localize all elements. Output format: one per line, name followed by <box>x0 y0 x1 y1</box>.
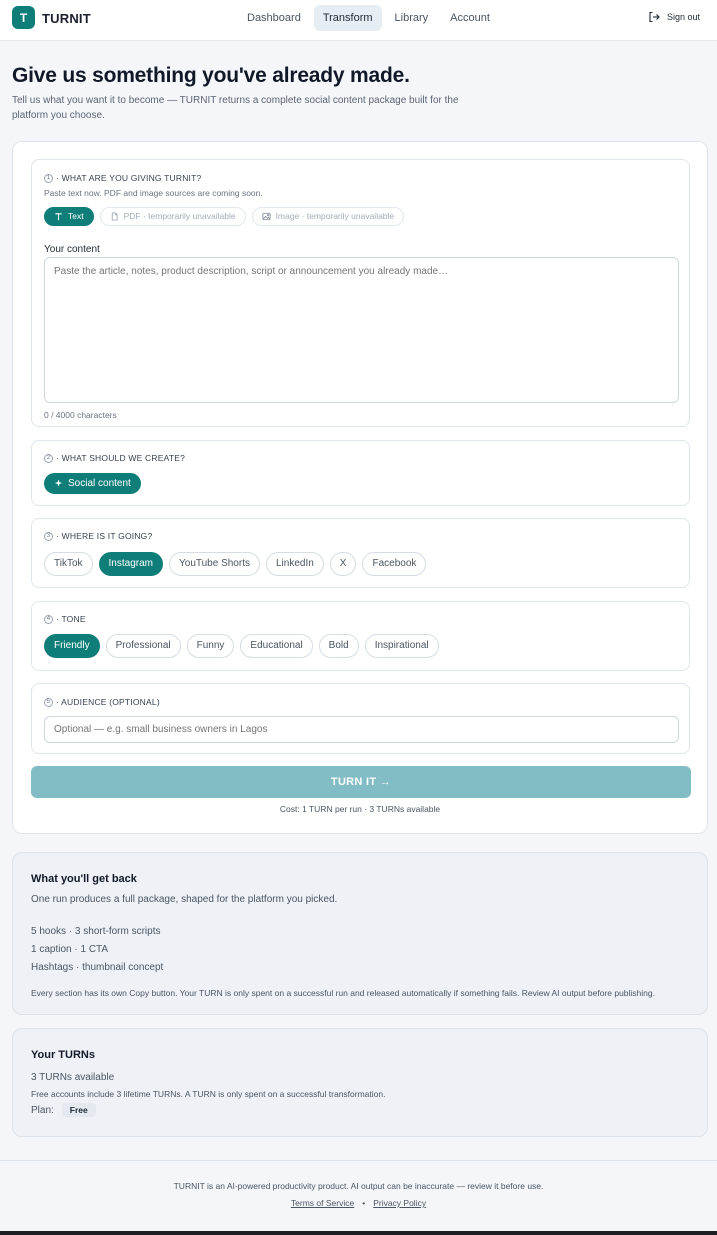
platform-heading <box>44 531 152 541</box>
platform-youtube-shorts-chip[interactable]: YouTube Shorts <box>169 552 260 576</box>
turns-count-number: 3 <box>31 1072 37 1083</box>
tone-heading <box>44 614 86 624</box>
sign-out-label: Sign out <box>666 12 700 22</box>
source-type-chips <box>44 207 404 226</box>
create-options <box>44 473 141 494</box>
plan-row <box>31 1103 96 1117</box>
list-item: Hashtags · thumbnail concept <box>31 962 164 973</box>
content-textarea[interactable] <box>44 257 679 403</box>
get-back-title: What you'll get back <box>31 873 137 885</box>
source-pdf-chip[interactable] <box>100 207 246 226</box>
source-section <box>31 159 690 427</box>
get-back-intro: One run produces a full package, shaped for the platform you picked. <box>31 894 338 905</box>
platform-facebook-chip[interactable]: Facebook <box>362 552 426 576</box>
audience-heading-text: · AUDIENCE (OPTIONAL) <box>56 697 160 707</box>
platform-chips <box>44 552 426 576</box>
platform-tiktok-chip[interactable]: TikTok <box>44 552 93 576</box>
social-content-chip[interactable] <box>44 473 141 494</box>
transform-form-card <box>12 141 708 834</box>
app-name[interactable]: TURNIT <box>42 11 91 26</box>
tone-funny-chip[interactable]: Funny <box>187 634 235 658</box>
step-number: 5 <box>44 698 53 707</box>
audience-input[interactable] <box>44 716 679 743</box>
audience-heading <box>44 697 160 707</box>
chip-label: Image · temporarily unavailable <box>275 211 395 221</box>
list-item: 1 caption · 1 CTA <box>31 944 109 955</box>
source-heading-text: · WHAT ARE YOU GIVING TURNIT? <box>56 173 202 183</box>
nav-library[interactable]: Library <box>394 12 429 24</box>
audience-section <box>31 683 690 754</box>
page-title: Give us something you've already made. <box>12 64 410 87</box>
step-number: 2 <box>44 454 53 463</box>
chip-label: PDF · temporarily unavailable <box>123 211 236 221</box>
platform-linkedin-chip[interactable]: LinkedIn <box>266 552 324 576</box>
step-number: 3 <box>44 532 53 541</box>
tone-heading-text: · TONE <box>56 614 86 624</box>
platform-instagram-chip[interactable]: Instagram <box>99 552 163 576</box>
turns-title: Your TURNs <box>31 1049 95 1061</box>
step-number: 4 <box>44 615 53 624</box>
tone-bold-chip[interactable]: Bold <box>319 634 359 658</box>
plan-badge: Free <box>62 1103 96 1117</box>
source-text-chip[interactable] <box>44 207 94 226</box>
footer-separator: • <box>362 1198 366 1208</box>
source-hint: Paste text now. PDF and image sources are coming soon. <box>44 188 263 198</box>
sign-out-button[interactable] <box>648 11 700 23</box>
turn-it-button[interactable]: TURN IT → <box>31 766 691 798</box>
platform-heading-text: · WHERE IS IT GOING? <box>56 531 153 541</box>
plan-label: Plan: <box>31 1104 54 1116</box>
nav-transform[interactable]: Transform <box>314 5 382 31</box>
char-counter: 0 / 4000 characters <box>44 410 117 420</box>
platform-section <box>31 518 690 588</box>
step-number: 1 <box>44 174 53 183</box>
image-icon <box>262 212 271 221</box>
tone-educational-chip[interactable]: Educational <box>240 634 312 658</box>
footer-disclaimer: TURNIT is an AI-powered productivity product. AI output can be inaccurate — review it before use. <box>173 1181 544 1191</box>
logo-icon[interactable]: T <box>12 6 35 29</box>
nav-account[interactable]: Account <box>450 12 490 24</box>
text-icon <box>54 212 63 221</box>
chip-label: Social content <box>68 478 131 489</box>
create-heading-text: · WHAT SHOULD WE CREATE? <box>56 453 186 463</box>
tone-chips <box>44 634 439 658</box>
turns-card <box>12 1028 708 1137</box>
footer <box>0 1160 717 1231</box>
main-nav <box>238 5 499 31</box>
sparkle-icon <box>54 479 63 488</box>
terms-link[interactable]: Terms of Service <box>290 1198 355 1208</box>
file-icon <box>110 212 119 221</box>
get-back-card <box>12 852 708 1015</box>
sign-out-icon <box>648 11 660 23</box>
top-nav-bar <box>0 0 717 41</box>
content-label: Your content <box>44 244 100 255</box>
platform-x-chip[interactable]: X <box>330 552 357 576</box>
tone-inspirational-chip[interactable]: Inspirational <box>365 634 439 658</box>
turns-note: Free accounts include 3 lifetime TURNs. A TURN is only spent on a successful transformation. <box>31 1089 386 1099</box>
privacy-link[interactable]: Privacy Policy <box>373 1198 427 1208</box>
source-image-chip[interactable] <box>252 207 405 226</box>
turns-count <box>31 1072 114 1083</box>
tone-professional-chip[interactable]: Professional <box>106 634 181 658</box>
chip-label: Text <box>68 211 84 221</box>
list-item: 5 hooks · 3 short-form scripts <box>31 926 161 937</box>
turns-count-suffix: TURNs available <box>36 1072 115 1083</box>
source-heading <box>44 173 201 183</box>
bottom-edge-bar <box>0 1231 717 1235</box>
cost-note: Cost: 1 TURN per run · 3 TURNs available <box>279 804 441 814</box>
nav-dashboard[interactable]: Dashboard <box>247 12 301 24</box>
create-section <box>31 440 690 506</box>
tone-section <box>31 601 690 671</box>
get-back-note: Every section has its own Copy button. Your TURN is only spent on a successful run and released automatically if something fails. Review AI output before publishing. <box>31 988 655 998</box>
tone-friendly-chip[interactable]: Friendly <box>44 634 100 658</box>
footer-links <box>0 1198 717 1208</box>
page-subtitle: Tell us what you want it to become — TURNIT returns a complete social content package built for the platform you choose. <box>12 95 459 121</box>
create-heading <box>44 453 185 463</box>
